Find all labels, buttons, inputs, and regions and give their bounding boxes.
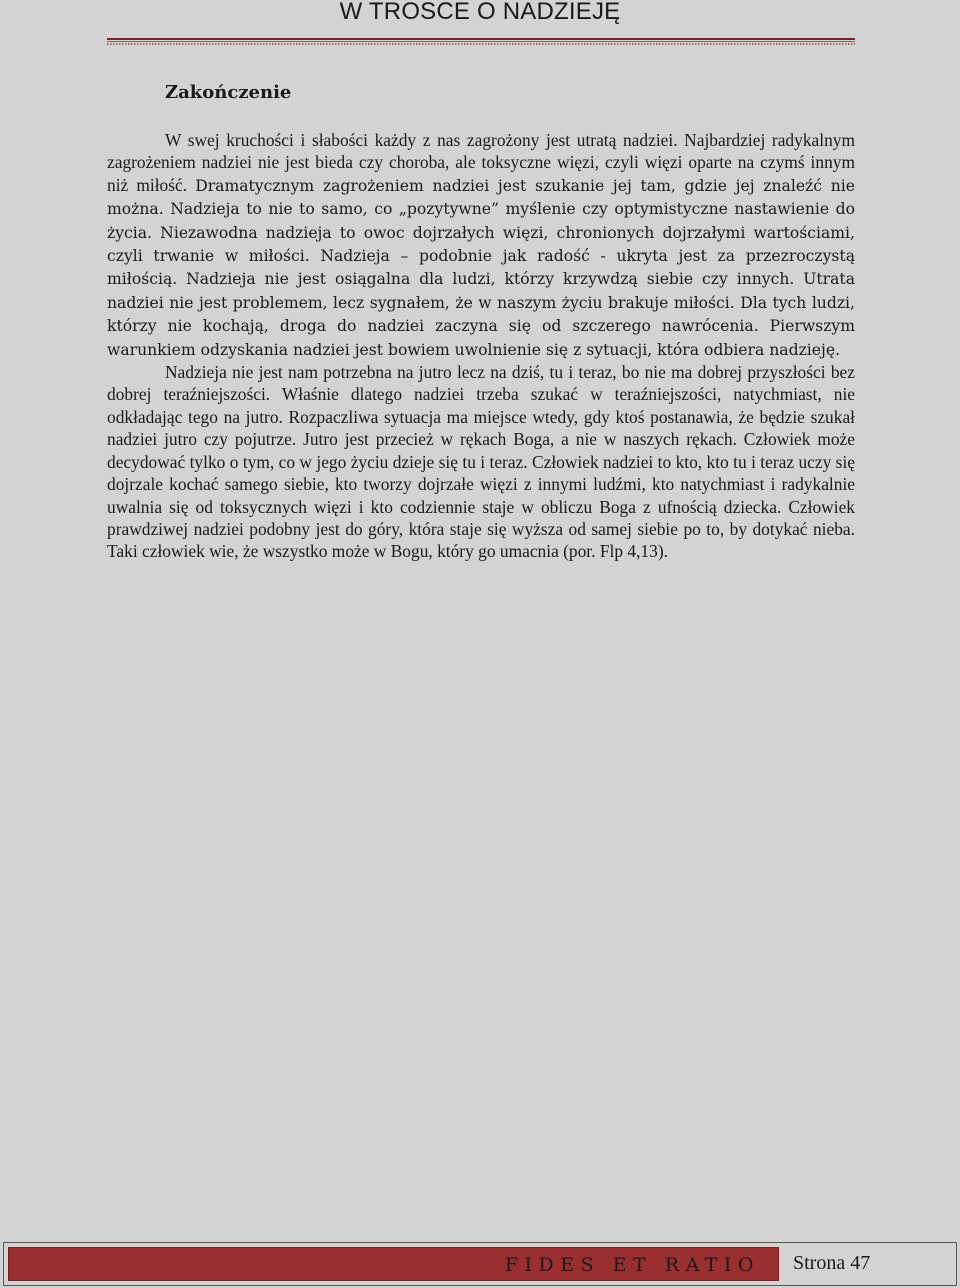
paragraph-2-text: Nadzieja nie jest nam potrzebna na jutro lecz na dziś, tu i teraz, bo nie ma dobrej przyszłości bez dobrej teraźniejszości. Właśnie dlatego nadziei trzeba szukać w teraźniejszości, natychmiast, nie odkładając tego na jutro. Rozpaczliwa sytuacja ma miejsce wtedy, gdy ktoś postanawia, że będzie szukał nadziei jutro czy pojutrze. Jutro jest przecież w rękach Boga, a nie w naszych rękach. Człowiek może decydować tylko o tym, co w jego życiu dzieje się tu i teraz. Człowiek nadziei to kto, kto tu i teraz uczy się dojrzale kochać samego siebie, kto tworzy dojrzałe więzi z innymi ludźmi, kto natychmiast i radykalnie uwalnia się od toksycznych więzi i kto codziennie staje w obliczu Boga z ufnością dziecka. Człowiek prawdziwej nadziei podobny jest do góry, która staje się wyższa od samej siebie po to, by dotykać nieba. Taki człowiek wie, że wszystko może w Bogu, który go umacnia (por. Flp 4,13). [107, 362, 855, 562]
page-number: Strona 47 [793, 1252, 871, 1274]
paragraph-1 [107, 129, 855, 361]
paragraph-1-part-a: W swej kruchości i słabości każdy z nas zagrożony jest utratą nadziei. Najbardziej radykalnym zagrożeniem nadziei nie jest bieda czy choroba, ale toksyczne więzi, czyli więzi oparte na czymś innym niż miłość. [107, 130, 855, 195]
page-header-title: W TROSCE O NADZIEJĘ [339, 0, 621, 25]
footer-band [8, 1247, 779, 1281]
section-heading: Zakończenie [165, 82, 292, 103]
header-divider [107, 38, 855, 46]
page-footer [3, 1242, 957, 1286]
paragraph-1-part-b: Dramatycznym zagrożeniem nadziei jest szukanie jej tam, gdzie jej znaleźć nie można. Nadzieja to nie to samo, co „pozytywne” myślenie czy optymistyczne nastawienie do życia. Niezawodna nadzieja to owoc dojrzałych więzi, chronionych dojrzałymi wartościami, czyli trwanie w miłości. Nadzieja – podobnie jak radość - ukryta jest za przezroczystą miłością. Nadzieja nie jest osiągalna dla ludzi, którzy krzywdzą siebie czy innych. Utrata nadziei nie jest problemem, lecz sygnałem, że w naszym życiu brakuje miłości. Dla tych ludzi, którzy nie kochają, droga do nadziei zaczyna się od szczerego nawrócenia. Pierwszym warunkiem odzyskania nadziei jest bowiem uwolnienie się z sytuacji, która odbiera nadzieję. [107, 176, 855, 359]
header-divider-graphic [107, 38, 855, 46]
footer-brand: FIDES ET RATIO [504, 1254, 760, 1276]
paragraph-2 [107, 361, 855, 563]
article-body [107, 129, 855, 563]
